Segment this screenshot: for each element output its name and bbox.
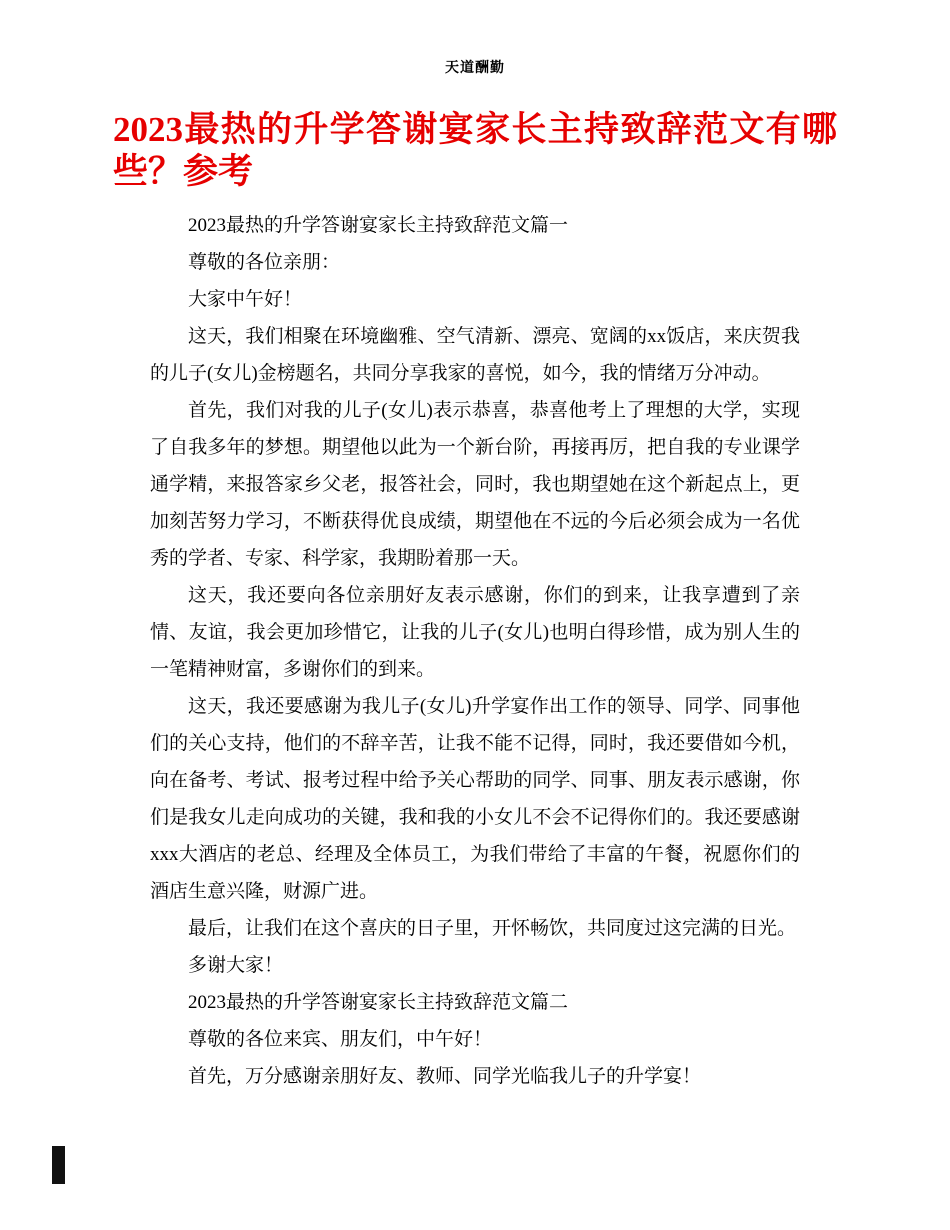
paragraph: 尊敬的各位亲朋： [188,252,341,273]
paragraph: 首先，万分感谢亲朋好友、教师、同学光临我儿子的升学宴！ [188,1066,702,1087]
paragraph: 尊敬的各位来宾、朋友们，中午好！ [188,1029,493,1050]
paragraph: 首先，我们对我的儿子(女儿)表示恭喜，恭喜他考上了理想的大学，实现了自我多年的梦想。期望他以此为一个新台阶，再接再厉，把自我的专业课学通学精，来报答家乡父老，报答社会，同时，我也期望她在这个新起点上，更加刻苦努力学习，不断获得优良成绩，期望他在不远的今后必须会成为一名优秀的学者、专家、科学家，我期盼着那一天。 [150,400,800,569]
document-header: 天道酬勤 [445,61,505,76]
document-body [150,207,800,1095]
paragraph: 大家中午好！ [188,289,303,310]
paragraph: 这天，我们相聚在环境幽雅、空气清新、漂亮、宽阔的xx饭店，来庆贺我的儿子(女儿)金榜题名，共同分享我家的喜悦，如今，我的情绪万分冲动。 [150,326,800,384]
paragraph: 最后，让我们在这个喜庆的日子里，开怀畅饮，共同度过这完满的日光。 [188,918,797,939]
paragraph: 这天，我还要感谢为我儿子(女儿)升学宴作出工作的领导、同学、同事他们的关心支持，他们的不辞辛苦，让我不能不记得，同时，我还要借如今机，向在备考、考试、报考过程中给予关心帮助的同学、同事、朋友表示感谢，你们是我女儿走向成功的关键，我和我的小女儿不会不记得你们的。我还要感谢xxx大酒店的老总、经理及全体员工，为我们带给了丰富的午餐，祝愿你们的酒店生意兴隆，财源广进。 [150,696,800,902]
page-title: 2023最热的升学答谢宴家长主持致辞范文有哪些？参考 [113,110,837,191]
page-corner-mark [52,1146,65,1184]
paragraph: 2023最热的升学答谢宴家长主持致辞范文篇二 [188,992,569,1013]
paragraph: 这天，我还要向各位亲朋好友表示感谢，你们的到来，让我享遭到了亲情、友谊，我会更加珍惜它，让我的儿子(女儿)也明白得珍惜，成为别人生的一笔精神财富，多谢你们的到来。 [150,585,800,680]
paragraph: 2023最热的升学答谢宴家长主持致辞范文篇一 [188,215,569,236]
paragraph: 多谢大家！ [188,955,284,976]
